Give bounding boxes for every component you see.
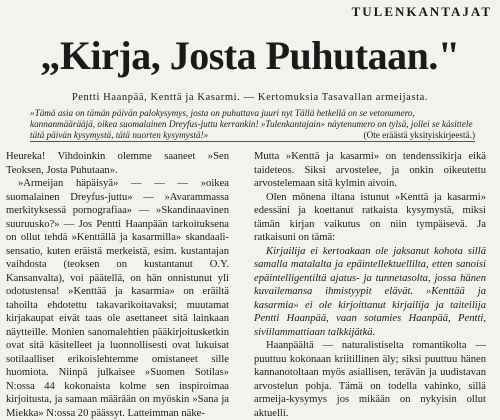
paragraph: Olen mönena iltana istunut »Kenttä ja kasarmi» edessäni ja koettanut ratkaista kysymystä, miksi tämän kirjan vaikutus on niin tympäisevä. Ja ratkaisuni on tämä: [254,191,486,243]
article-byline: Pentti Haanpää, Kenttä ja Kasarmi. — Kertomuksia Tasavallan armeijasta. [71,92,429,103]
article-headline: „Kirja, Josta Puhutaan." [40,33,460,78]
paragraph: Mutta »Kenttä ja kasarmi» on tendenssikirja eikä taideteos. Siksi arvostelee, ja onkin oikeutettu arvostelemaan sitä kylmin aivoin. [254,151,486,189]
paragraph: Kirjailija ei kertoakaan ole jaksanut kohota sillä samalla matalalta ja epäintellektuellilta, etten sanoisi epäintelligentiltä ajatus- ja tunnetasolta, jossa hänen kuvailemansa ihmistyypit elävät. »Kenttää ja kasarmia» ei ole kirjoittanut kirjailija ja taiteilija Pentti Haanpää, vaan sotamies Haanpää, Pentti, siviilammattiaan talkkijätkä. [254,245,486,338]
masthead: TULENKANTAJAT [351,4,492,19]
right-column [254,150,486,420]
intro-text: »Tämä asia on tämän päivän palokysymys, josta on puhuttava juuri nyt Tällä hetkellä on se vetonumero, kannanmäärääjä, oikea suomalainen Dreyfus-juttu kerrankin! »Tulenkantajain» näytenumero on tylsä, jollei se käsittele tätä päivän kysymystä, tätä nuorten kysymystä!» [30,108,473,140]
paragraph: Heureka! Vihdoinkin olemme saaneet »Sen Teoksen, Josta Puhutaan». [6,151,229,176]
intro-quote [30,108,475,141]
paragraph: Haanpäältä — naturalistiselta romantikolta — puuttuu kokonaan kriitillinen äly; siksi puuttuu hänen kannanotoltaan myös asiallisen, terävän ja uudistavan arvostelun pohja. Tämä on todella vahinko, sillä armeija-kysymys jos mikään on nykyisin ollut aktuelli. [254,340,486,419]
section-divider [30,141,475,142]
left-column [6,150,229,420]
intro-signature: (Ote eräästä yksityiskirjeestä.) [363,130,475,140]
paragraph: »Armeijan häpäisyä» — — — »oikea suomalainen Dreyfus-juttu» — »Avarammassa merkityksessä pornografiaa» — »Skandinaavinen suuruusko?» — Jos Pentti Haanpään tarkoituksena on ollut tehdä »Kenttällä ja kasarmilla» skandaali-sensatio, kuten eräistä merkeistä, esim. kustantajan vaihdosta (teoksen on kustantanut O.Y. Kansanvalta), voi päätellä, on hän onnistunut yli odotustensa! »Kenttää ja kasarmia» on eräiltä tahoilta ehdotettu takavarikoitavaksi; muutamat kirjakaupat eivät taas ole asettaneet sitä lainkaan näytteille. Monien sanomalehtien pääkirjoitusketkin ovat sitä käsitelleet ja luonnollisesti ovat lukuisat sotilaalliset erikoislehtemme omistaneet sille huomiota. Niinpä julkaisee »Suomen Sotilas» N:ossa 44 kokonaista kolme sen inspiroimaa kirjoitusta, ja samaan määrään on myöskin »Sana ja Miekka» N:ossa 20 päässyt. Latteimman näke- [6,178,229,419]
